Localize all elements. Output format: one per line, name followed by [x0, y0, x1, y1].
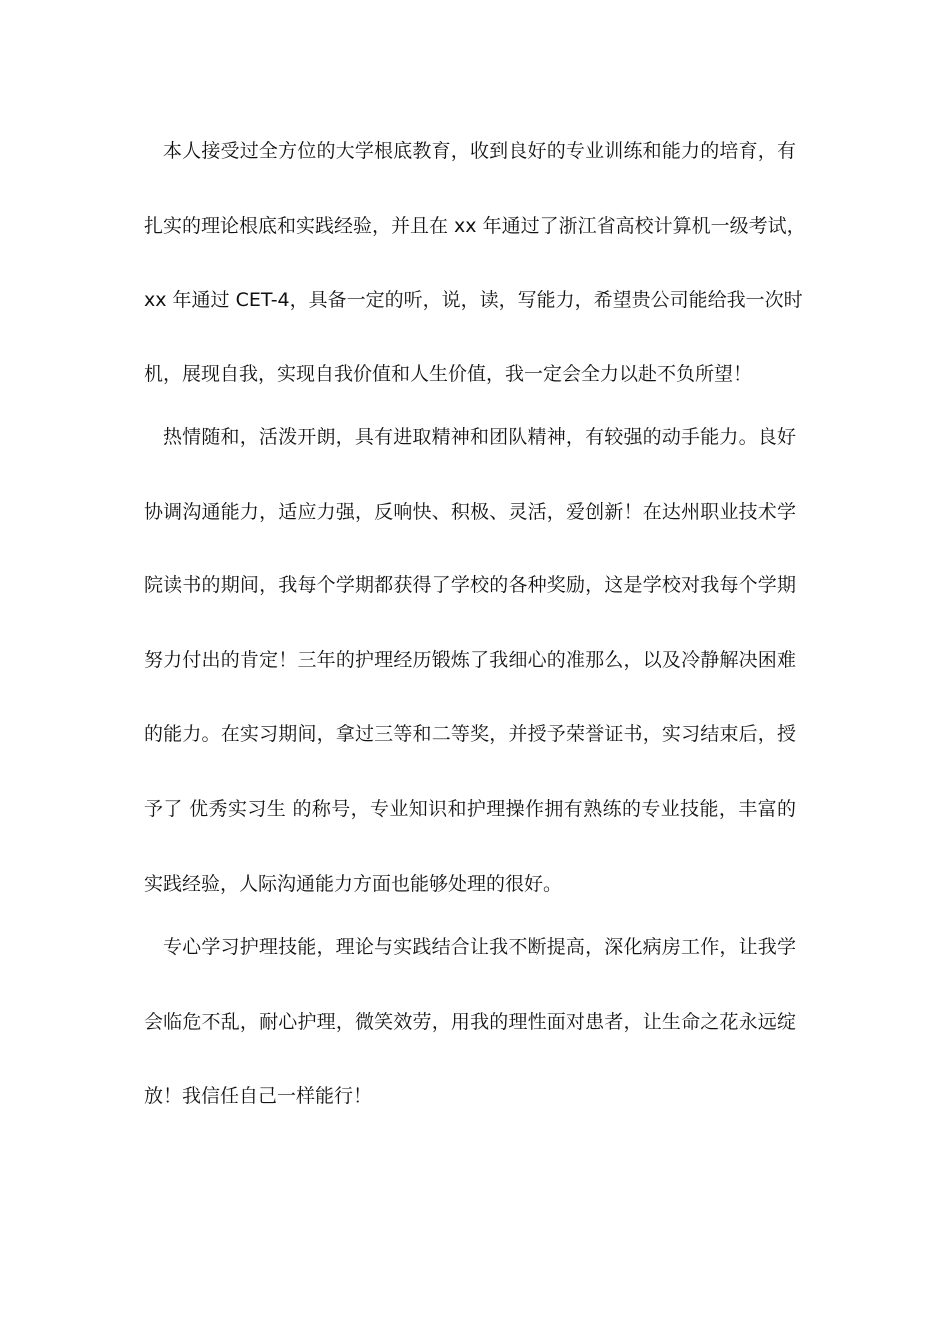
paragraph-2-line-1: 热情随和，活泼开朗，具有进取精神和团队精神，有较强的动手能力。良好 [163, 426, 796, 448]
paragraph-2-line-2: 协调沟通能力，适应力强，反响快、积极、灵活，爱创新！在达州职业技术学 [144, 501, 796, 523]
paragraph-2-line-6: 予了 优秀实习生 的称号，专业知识和护理操作拥有熟练的专业技能，丰富的 [144, 798, 796, 820]
paragraph-1-line-3: xx 年通过 CET-4，具备一定的听，说，读，写能力，希望贵公司能给我一次时 [144, 289, 803, 311]
paragraph-3-line-1: 专心学习护理技能，理论与实践结合让我不断提高，深化病房工作，让我学 [163, 936, 796, 958]
paragraph-1-line-1: 本人接受过全方位的大学根底教育，收到良好的专业训练和能力的培育，有 [163, 140, 796, 162]
paragraph-1-line-4: 机，展现自我，实现自我价值和人生价值，我一定会全力以赴不负所望！ [144, 363, 753, 385]
paragraph-2-line-5: 的能力。在实习期间，拿过三等和二等奖，并授予荣誉证书，实习结束后，授 [144, 723, 796, 745]
paragraph-2-line-7: 实践经验，人际沟通能力方面也能够处理的很好。 [144, 873, 563, 895]
paragraph-1-line-2: 扎实的理论根底和实践经验，并且在 xx 年通过了浙江省高校计算机一级考试， [144, 215, 806, 237]
paragraph-3-line-2: 会临危不乱，耐心护理，微笑效劳，用我的理性面对患者，让生命之花永远绽 [144, 1011, 796, 1033]
paragraph-2-line-4: 努力付出的肯定！三年的护理经历锻炼了我细心的准那么，以及冷静解决困难 [144, 649, 796, 671]
paragraph-3-line-3: 放！我信任自己一样能行！ [144, 1085, 373, 1107]
paragraph-2-line-3: 院读书的期间，我每个学期都获得了学校的各种奖励，这是学校对我每个学期 [144, 574, 796, 596]
